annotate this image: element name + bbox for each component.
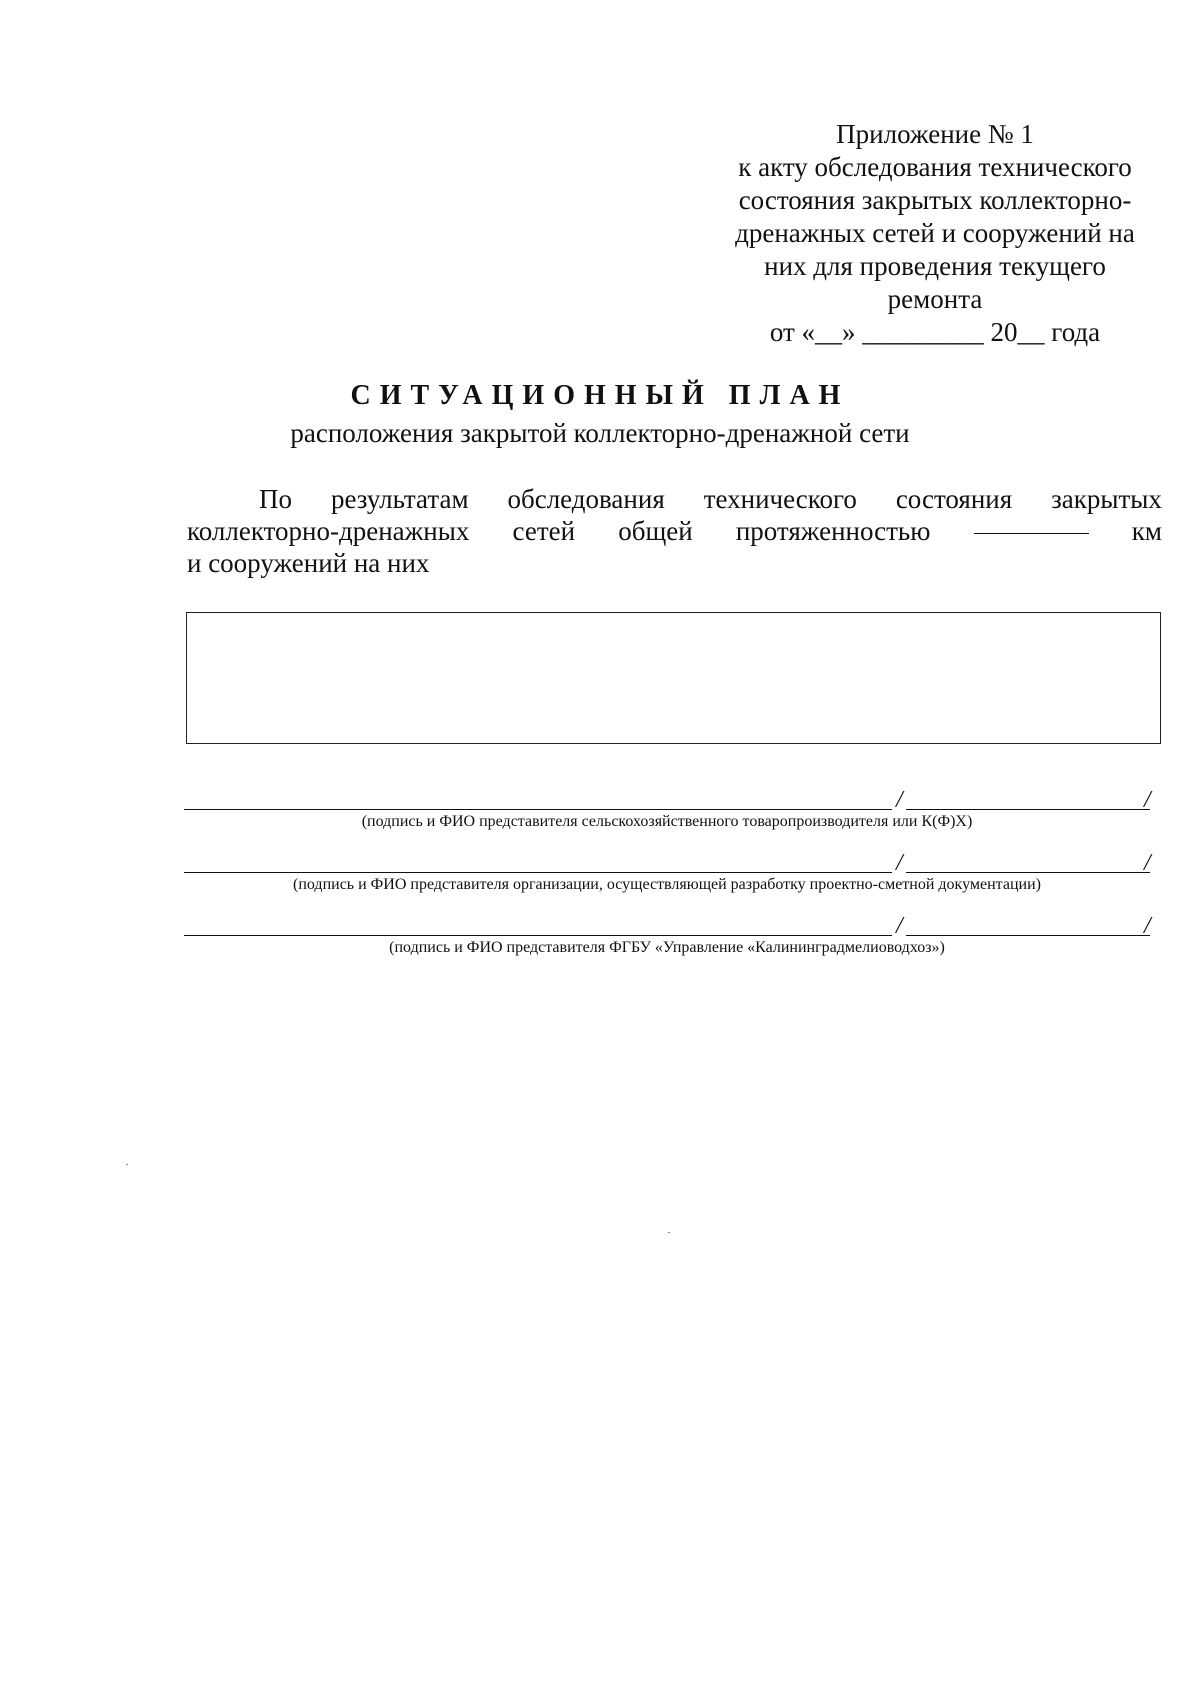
appendix-line: Приложение № 1 xyxy=(836,119,1034,149)
paragraph-word: результатам xyxy=(330,484,469,514)
name-line[interactable] xyxy=(906,809,1150,810)
paragraph-row xyxy=(187,547,1162,579)
signature-line[interactable] xyxy=(184,935,892,936)
paragraph-word: сетей xyxy=(512,516,576,546)
scan-speck xyxy=(126,1164,128,1165)
appendix-header xyxy=(715,118,1155,349)
signature-caption: (подпись и ФИО представителя ФГБУ «Управление «Калининградмелиоводхоз») xyxy=(389,939,945,956)
signature-caption: (подпись и ФИО представителя сельскохозяйственного товаропроизводителя или К(Ф)Х) xyxy=(361,813,973,830)
situation-plan-box xyxy=(186,612,1161,744)
slash-separator: / xyxy=(1144,913,1151,939)
scan-speck xyxy=(668,1232,670,1233)
paragraph-row xyxy=(187,515,1162,547)
signature-block-designer xyxy=(184,847,1150,894)
signature-block-fgbu xyxy=(184,910,1150,957)
paragraph-word: протяженностью xyxy=(735,516,931,546)
length-blank-field[interactable] xyxy=(974,532,1089,534)
slash-separator: / xyxy=(896,913,903,939)
paragraph-row xyxy=(187,483,1162,515)
signature-caption: (подпись и ФИО представителя организации, осуществляющей разработку проектно-сметной документации) xyxy=(293,876,1041,893)
appendix-line: состояния закрытых коллекторно- xyxy=(738,185,1132,215)
paragraph-word: закрытых xyxy=(1051,484,1162,514)
appendix-line: к акту обследования технического xyxy=(738,152,1132,182)
paragraph-word: технического xyxy=(703,484,857,514)
paragraph-word: коллекторно-дренажных xyxy=(187,516,470,546)
appendix-line: ремонта xyxy=(887,284,983,314)
length-unit: км xyxy=(1131,516,1162,546)
signature-line[interactable] xyxy=(184,809,892,810)
intro-paragraph xyxy=(187,483,1162,579)
document-subtitle: расположения закрытой коллекторно-дренажной сети xyxy=(290,418,910,448)
slash-separator: / xyxy=(1144,787,1151,813)
paragraph-word: состояния xyxy=(895,484,1013,514)
name-line[interactable] xyxy=(906,935,1150,936)
appendix-line: них для проведения текущего xyxy=(764,251,1106,281)
slash-separator: / xyxy=(896,787,903,813)
paragraph-word: По xyxy=(259,484,292,514)
paragraph-text: и сооружений на них xyxy=(187,548,430,578)
paragraph-word: обследования xyxy=(507,484,665,514)
slash-separator: / xyxy=(896,850,903,876)
name-line[interactable] xyxy=(906,872,1150,873)
slash-separator: / xyxy=(1144,850,1151,876)
signature-line[interactable] xyxy=(184,872,892,873)
appendix-date-line: от «__» _________ 20__ года xyxy=(769,317,1101,347)
signature-block-producer xyxy=(184,784,1150,831)
paragraph-word: общей xyxy=(618,516,693,546)
appendix-line: дренажных сетей и сооружений на xyxy=(735,218,1135,248)
document-title: СИТУАЦИОННЫЙ ПЛАН xyxy=(350,380,850,411)
